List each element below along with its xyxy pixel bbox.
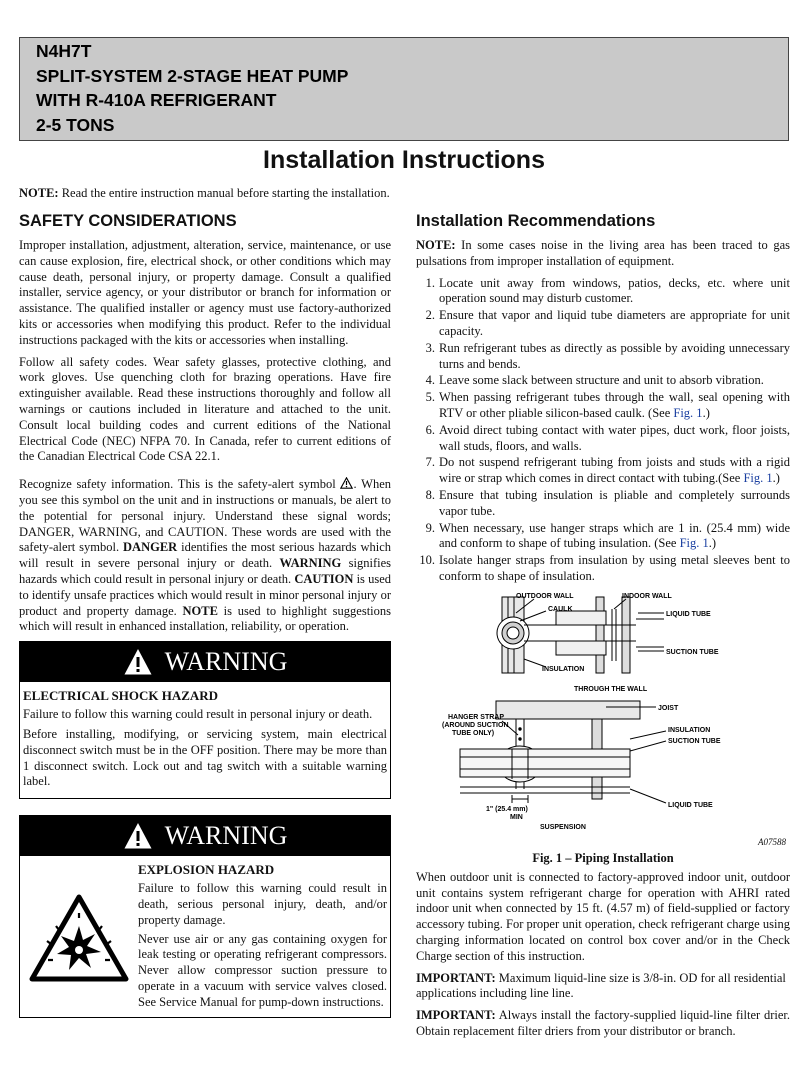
safety-alert-icon xyxy=(340,477,353,489)
piping-diagram xyxy=(416,589,790,847)
label-min: 1" (25.4 mm) xyxy=(486,805,528,813)
left-column xyxy=(19,210,391,1018)
safety-paragraph-1: Improper installation, adjustment, alteration, service, maintenance, or use can cause explosion, fire, electrical shock, or other conditions which may cause death, personal injury, or property damage. Consult a qualified installer, service agency, or your distributor or branch for information or assistance. The qualified installer or agency must use factory-authorized kits or accessories when modifying this product. Refer to the individual instructions packaged with the kits or accessories when installing. xyxy=(19,238,391,347)
recommendations-note: NOTE: In some cases noise in the living area has been traced to gas pulsations from improper installation of equipment. xyxy=(416,238,790,268)
warning-label: WARNING xyxy=(164,647,288,677)
header-line-1: SPLIT-SYSTEM 2-STAGE HEAT PUMP xyxy=(36,65,349,86)
recommendation-item: 10. Isolate hanger straps from insulation by using metal sleeves bent to conform to shape of insulation. xyxy=(419,553,790,583)
warning-text-1: Failure to follow this warning could result in death, serious personal injury, death, and/or property damage. xyxy=(138,881,387,927)
right-column xyxy=(416,210,790,1046)
label-insulation: INSULATION xyxy=(542,665,585,673)
figure-link[interactable]: Fig. 1 xyxy=(673,405,703,420)
warning-text-2: Never use air or any gas containing oxygen for leak testing or operating refrigerant compressors. Never allow compressor suction pressure to operate in a vacuum with service valves closed. See Service Manual for pump-down instructions. xyxy=(138,931,387,1009)
figure-id: A07588 xyxy=(758,836,786,847)
label-liquid-tube-2: LIQUID TUBE xyxy=(668,801,713,809)
label-hanger-strap: HANGER STRAP xyxy=(448,713,505,721)
recommendation-item: 6. Avoid direct tubing contact with water pipes, duct work, floor joists, wall studs, floors, and walls. xyxy=(425,422,790,453)
electrical-shock-warning xyxy=(19,641,391,799)
title-header-band xyxy=(19,37,789,141)
safety-heading: SAFETY CONSIDERATIONS xyxy=(19,212,237,230)
label-liquid-tube: LIQUID TUBE xyxy=(666,610,711,618)
note-label: NOTE: xyxy=(19,186,59,200)
label-min-2: MIN xyxy=(510,813,523,821)
label-outdoor-wall: OUTDOOR WALL xyxy=(516,592,574,600)
label-hanger-strap-2: (AROUND SUCTION xyxy=(442,721,509,729)
recommendation-item: 5. When passing refrigerant tubes through the wall, seal opening with RTV or other pliable silicon-based caulk. (See Fig. 1.) xyxy=(425,390,790,420)
label-indoor-wall: INDOOR WALL xyxy=(622,592,672,600)
label-insulation-2: INSULATION xyxy=(668,726,711,734)
warning-triangle-icon xyxy=(123,647,153,677)
explosion-hazard-icon xyxy=(29,894,129,982)
figure-caption: Fig. 1 – Piping Installation xyxy=(532,850,674,865)
figure-link[interactable]: Fig. 1 xyxy=(743,471,773,486)
safety-paragraph-2: Follow all safety codes. Wear safety glasses, protective clothing, and work gloves. Use quenching cloth for brazing operations. Have fire extinguisher available. Read these instructions thoroughly and follow all warnings or cautions included in literature and attached to the unit. Consult local building codes and current editions of the National Electrical Code (NEC) NFPA 70. In Canada, refer to current editions of the Canadian Electrical Code CSA 22.1. xyxy=(19,354,391,464)
recommendations-heading: Installation Recommendations xyxy=(416,212,656,230)
label-through-the-wall: THROUGH THE WALL xyxy=(574,685,648,693)
note-text: Read the entire instruction manual before starting the installation. xyxy=(58,186,390,200)
label-suspension: SUSPENSION xyxy=(540,823,586,831)
important-2: IMPORTANT: Always install the factory-supplied liquid-line filter drier. Obtain replacement filter driers from your distributor or branch. xyxy=(416,1008,790,1038)
warning-text-1: Failure to follow this warning could result in personal injury or death. xyxy=(23,707,373,722)
piping-installation-figure xyxy=(416,589,790,847)
page-title: Installation Instructions xyxy=(263,146,545,174)
recommendation-item: 9. When necessary, use hanger straps which are 1 in. (25.4 mm) wide and conform to shape of tubing insulation. (See Fig. 1.) xyxy=(425,520,790,551)
hazard-title: EXPLOSION HAZARD xyxy=(138,862,275,878)
recommendation-item: 4. Leave some slack between structure and unit to absorb vibration. xyxy=(425,373,764,388)
safety-paragraph-3: Recognize safety information. This is the safety-alert symbol . When you see this symbol on the unit and in instructions or manuals, be alert to the potential for personal injury. Understand these signal words; DANGER, WARNING, and CAUTION. These words are used with the safety-alert symbol. DANGER identifies the most serious hazards which will result in severe personal injury or death. WARNING signifies hazards which could result in personal injury or death. CAUTION is used to identify unsafe practices which would result in minor personal injury or product and property damage. NOTE is used to highlight suggestions which will result in enhanced installation, reliability, or operation. xyxy=(19,477,392,634)
recommendation-item: 8. Ensure that tubing insulation is pliable and completely surrounds vapor tube. xyxy=(425,487,790,518)
recommendation-item: 2. Ensure that vapor and liquid tube diameters are appropriate for unit capacity. xyxy=(425,308,790,338)
top-note xyxy=(19,185,789,201)
recommendations-list xyxy=(416,276,790,585)
model-number: N4H7T xyxy=(36,41,92,61)
label-joist: JOIST xyxy=(658,704,679,712)
important-1: IMPORTANT: Maximum liquid-line size is 3/8-in. OD for all residential applications including line line. xyxy=(416,970,786,1001)
recommendation-item: 7. Do not suspend refrigerant tubing from joists and studs with a rigid wire or strap which comes in direct contact with tubing.(See Fig. 1.) xyxy=(425,455,790,486)
label-suction-tube: SUCTION TUBE xyxy=(666,648,719,656)
warning-text-2: Before installing, modifying, or servicing system, main electrical disconnect switch must be in the OFF position. There may be more than 1 disconnect switch. Lock out and tag switch with a suitable warning label. xyxy=(23,726,387,789)
hazard-title: ELECTRICAL SHOCK HAZARD xyxy=(23,688,219,704)
figure-link[interactable]: Fig. 1 xyxy=(679,536,709,551)
explosion-warning xyxy=(19,815,391,1018)
charge-paragraph: When outdoor unit is connected to factory-approved indoor unit, outdoor unit contains system refrigerant charge for operation with AHRI rated indoor unit when connected by 15 ft. (4.57 m) of field-supplied or factory accessory tubing. For proper unit operation, check refrigerant charge using charging information located on control box cover and/or in the Check Charge section of this instruction. xyxy=(416,869,790,963)
warning-bar xyxy=(20,816,390,856)
label-hanger-strap-3: TUBE ONLY) xyxy=(452,729,495,737)
warning-bar xyxy=(20,642,390,682)
warning-triangle-icon xyxy=(123,821,153,851)
recommendation-item: 1. Locate unit away from windows, patios, decks, etc. where unit operation sound may disturb customer. xyxy=(425,275,790,306)
header-line-3: 2-5 TONS xyxy=(36,114,115,135)
label-suction-tube-2: SUCTION TUBE xyxy=(668,737,721,745)
recommendation-item: 3. Run refrigerant tubes as directly as possible by avoiding unnecessary turns and bends. xyxy=(425,340,790,371)
label-caulk: CAULK xyxy=(548,605,573,613)
header-line-2: WITH R-410A REFRIGERANT xyxy=(36,90,277,110)
warning-label: WARNING xyxy=(164,821,288,851)
